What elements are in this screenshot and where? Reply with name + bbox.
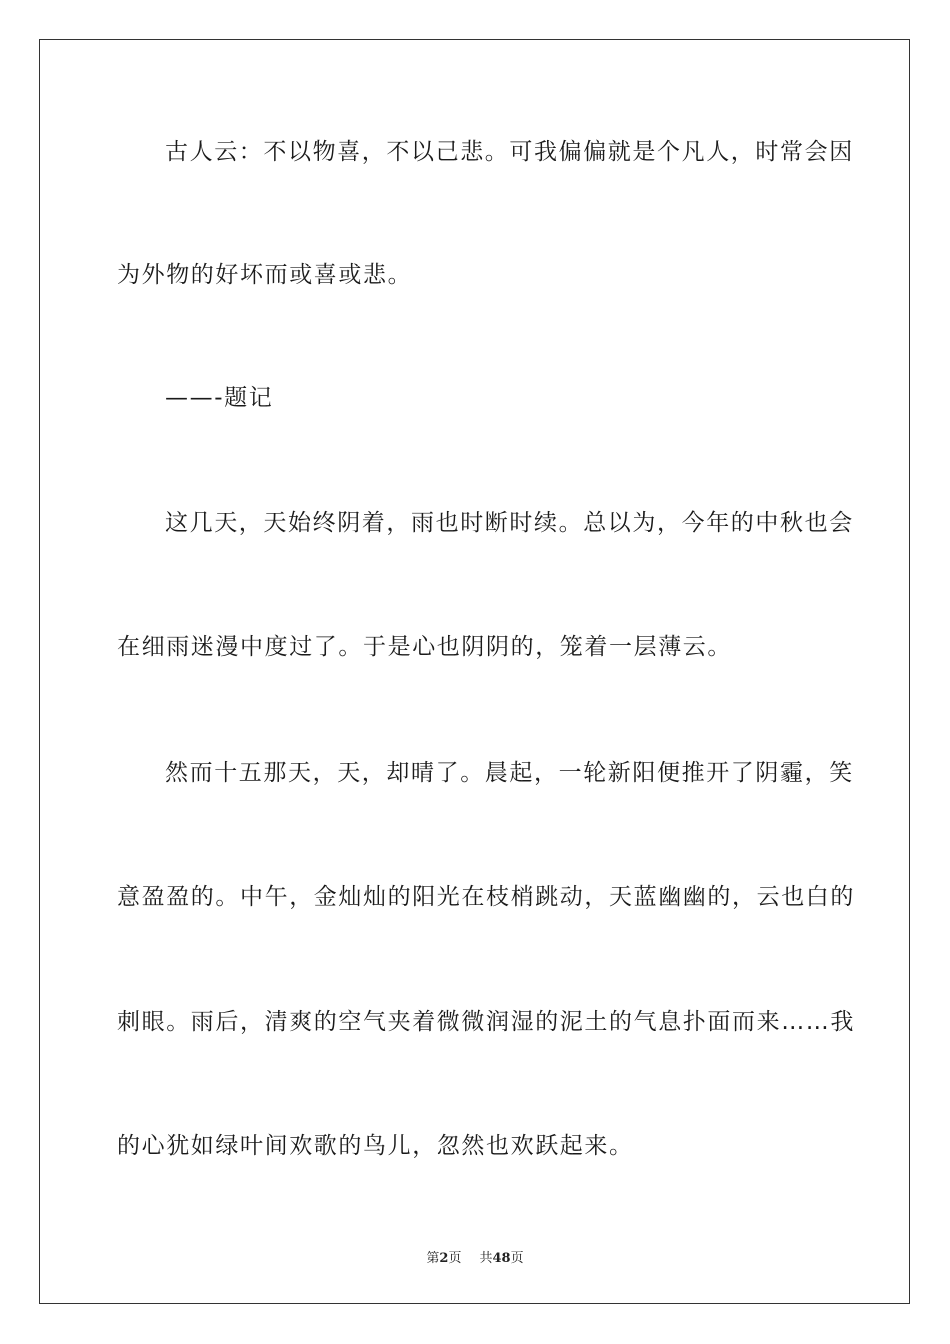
page-footer: [0, 1247, 950, 1266]
paragraph-line: 在细雨迷漫中度过了。于是心也阴阴的，笼着一层薄云。: [117, 634, 732, 660]
paragraph-line: 然而十五那天，天，却晴了。晨起，一轮新阳便推开了阴霾，笑: [165, 760, 854, 786]
total-prefix: 共: [479, 1251, 493, 1266]
total-suffix: 页: [510, 1251, 524, 1266]
total-pages: 48: [492, 1251, 511, 1266]
page-suffix: 页: [448, 1251, 462, 1266]
paragraph-line: 刺眼。雨后，清爽的空气夹着微微润湿的泥土的气息扑面而来……我: [117, 1009, 855, 1035]
page-number: 2: [439, 1251, 449, 1266]
paragraph-line: 的心犹如绿叶间欢歌的鸟儿，忽然也欢跃起来。: [117, 1133, 634, 1159]
epigraph-attribution: ——-题记: [165, 385, 274, 411]
paragraph-line: 古人云：不以物喜，不以己悲。可我偏偏就是个凡人，时常会因: [165, 139, 854, 165]
page-prefix: 第: [426, 1251, 440, 1266]
paragraph-line: 这几天，天始终阴着，雨也时断时续。总以为，今年的中秋也会: [165, 510, 854, 536]
paragraph-line: 意盈盈的。中午，金灿灿的阳光在枝梢跳动，天蓝幽幽的，云也白的: [117, 884, 855, 910]
page-border: [39, 39, 910, 1304]
paragraph-line: 为外物的好坏而或喜或悲。: [117, 262, 413, 288]
